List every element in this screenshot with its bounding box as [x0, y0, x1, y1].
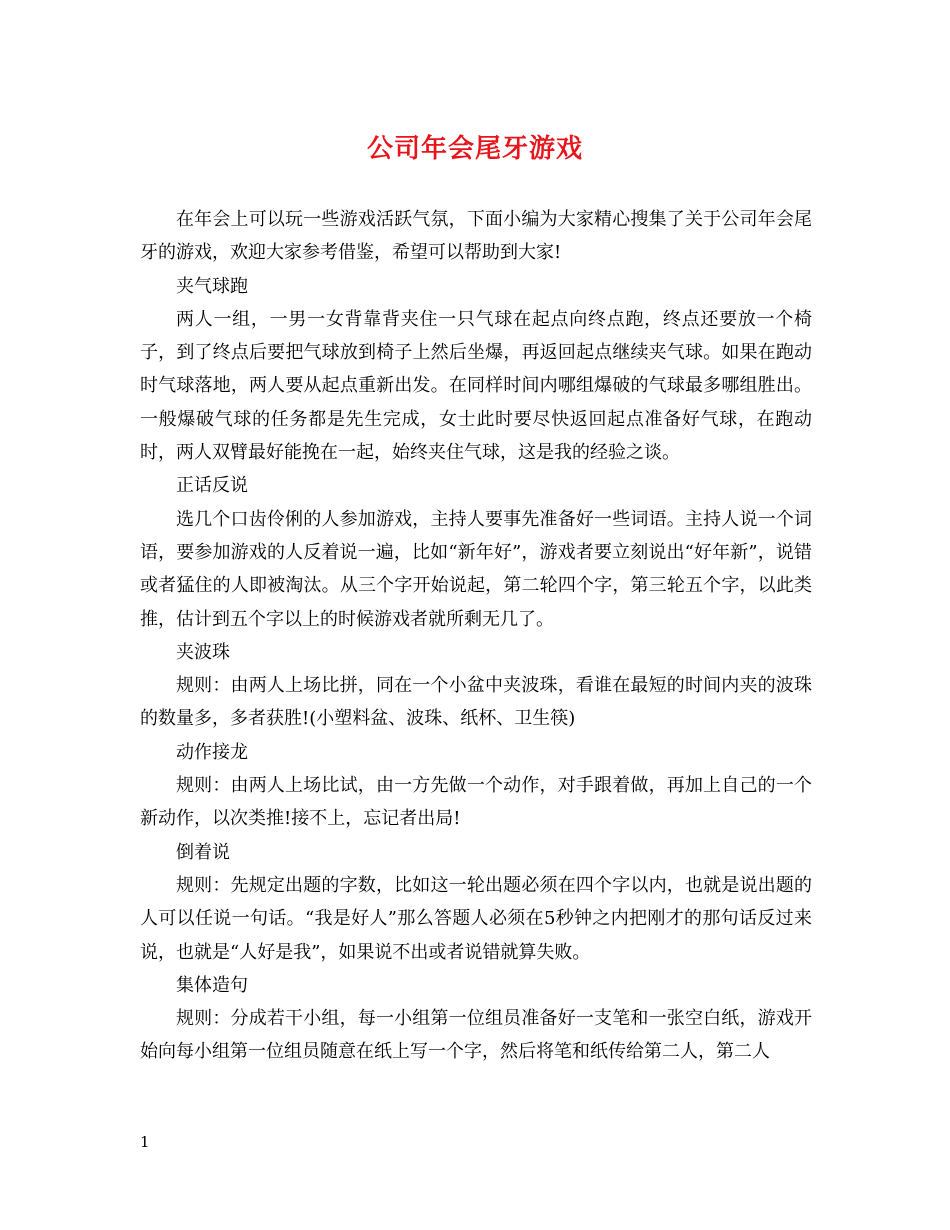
paragraph-say-backwards: 规则：先规定出题的字数，比如这一轮出题必须在四个字以内，也就是说出题的人可以任说一句话。“我是好人”那么答题人必须在5秒钟之内把刚才的那句话反过来说，也就是“人好是我”，如果说不出或者说错就算失败。 — [140, 874, 812, 963]
document-body — [140, 203, 812, 1069]
section-heading-marble-pick: 夹波珠 — [176, 641, 230, 663]
section-heading-action-chain: 动作接龙 — [176, 741, 248, 763]
section-heading-balloon-run: 夹气球跑 — [176, 275, 248, 297]
document-title: 公司年会尾牙游戏 — [366, 134, 583, 164]
section-heading-say-backwards: 倒着说 — [176, 841, 230, 863]
paragraph-group-sentence: 规则：分成若干小组，每一小组第一位组员准备好一支笔和一张空白纸，游戏开始向每小组第一位组员随意在纸上写一个字，然后将笔和纸传给第二人，第二人 — [140, 1008, 812, 1063]
page-number: 1 — [140, 1133, 150, 1151]
paragraph-reverse-speech: 选几个口齿伶俐的人参加游戏，主持人要事先准备好一些词语。主持人说一个词语，要参加游戏的人反着说一遍，比如“新年好”，游戏者要立刻说出“好年新”，说错或者猛住的人即被淘汰。从三个字开始说起，第二轮四个字，第三轮五个字，以此类推，估计到五个字以上的时候游戏者就所剩无几了。 — [140, 508, 812, 630]
section-heading-group-sentence: 集体造句 — [176, 974, 248, 996]
paragraph-balloon-run: 两人一组，一男一女背靠背夹住一只气球在起点向终点跑，终点还要放一个椅子，到了终点后要把气球放到椅子上然后坐爆，再返回起点继续夹气球。如果在跑动时气球落地，两人要从起点重新出发。在同样时间内哪组爆破的气球最多哪组胜出。一般爆破气球的任务都是先生完成，女士此时要尽快返回起点准备好气球，在跑动时，两人双臂最好能挽在一起，始终夹住气球，这是我的经验之谈。 — [140, 308, 812, 464]
paragraph-action-chain: 规则：由两人上场比试，由一方先做一个动作，对手跟着做，再加上自己的一个新动作，以次类推!接不上，忘记者出局! — [140, 775, 812, 830]
intro-paragraph: 在年会上可以玩一些游戏活跃气氛，下面小编为大家精心搜集了关于公司年会尾牙的游戏，欢迎大家参考借鉴，希望可以帮助到大家! — [140, 209, 812, 264]
paragraph-marble-pick: 规则：由两人上场比拼，同在一个小盆中夹波珠，看谁在最短的时间内夹的波珠的数量多，多者获胜!(小塑料盆、波珠、纸杯、卫生筷) — [140, 675, 812, 730]
section-heading-reverse-speech: 正话反说 — [176, 475, 248, 497]
